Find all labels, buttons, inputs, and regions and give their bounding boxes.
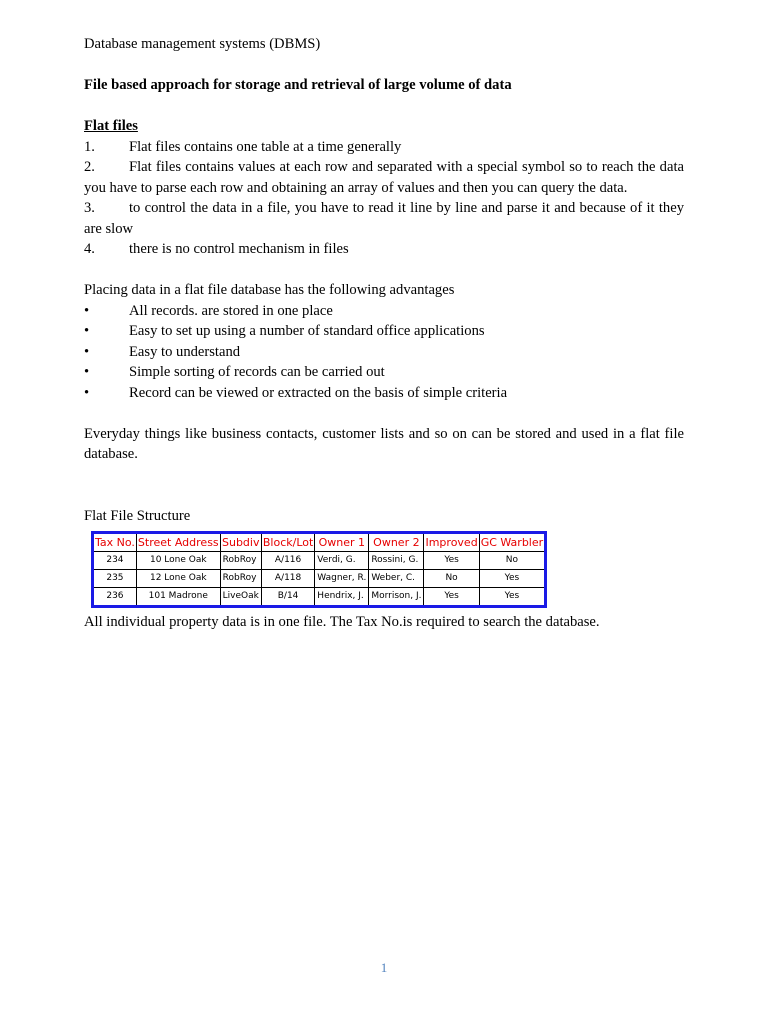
flat-file-table-figure <box>91 531 571 608</box>
column-header: Block/Lot <box>261 533 314 552</box>
list-item <box>84 383 684 404</box>
list-item-text: Easy to set up using a number of standard office applications <box>129 323 485 339</box>
table-cell: Yes <box>424 552 479 570</box>
list-item-text: to control the data in a file, you have to read it line by line and parse it and because of it they are slow <box>84 200 684 237</box>
list-item-text: Flat files contains one table at a time generally <box>129 138 402 155</box>
list-item <box>84 198 684 239</box>
list-item-text: Easy to understand <box>129 343 241 360</box>
list-number: 3. <box>84 200 95 216</box>
table-cell: 101 Madrone <box>136 588 220 607</box>
list-item <box>84 321 684 342</box>
table-cell: Hendrix, J. <box>315 588 369 607</box>
table-cell: No <box>424 570 479 588</box>
page-number: 1 <box>380 960 388 975</box>
table-cell: Rossini, G. <box>369 552 424 570</box>
list-item-text: All records. are stored in one place <box>129 302 333 319</box>
table-cell: 12 Lone Oak <box>136 570 220 588</box>
list-number: 2. <box>84 159 95 175</box>
bullet-icon: • <box>84 384 90 401</box>
table-cell: Verdi, G. <box>315 552 369 570</box>
table-row <box>93 570 546 588</box>
table-cell: A/116 <box>261 552 314 570</box>
table-cell: RobRoy <box>220 552 261 570</box>
list-item <box>84 342 684 363</box>
table-row <box>93 552 546 570</box>
list-item-text: Simple sorting of records can be carried out <box>129 364 385 380</box>
table-cell: Yes <box>479 588 545 607</box>
flat-file-table <box>91 531 547 608</box>
table-cell: 235 <box>93 570 137 588</box>
table-cell: RobRoy <box>220 570 261 588</box>
list-item-text: Record can be viewed or extracted on the basis of simple criteria <box>129 384 508 401</box>
column-header: Tax No. <box>93 533 137 552</box>
everyday-paragraph: Everyday things like business contacts, customer lists and so on can be stored and used in a flat file database. <box>84 425 684 462</box>
table-cell: Morrison, J. <box>369 588 424 607</box>
bullet-icon: • <box>84 302 90 319</box>
structure-title: Flat File Structure <box>84 507 191 524</box>
column-header: Owner 1 <box>315 533 369 552</box>
bullet-list <box>84 301 684 404</box>
table-cell: 234 <box>93 552 137 570</box>
document-page <box>84 34 684 633</box>
table-cell: 10 Lone Oak <box>136 552 220 570</box>
bullet-icon: • <box>84 343 90 360</box>
table-header-row <box>93 533 546 552</box>
numbered-list <box>84 137 684 260</box>
table-caption: All individual property data is in one file. The Tax No.is required to search the database. <box>84 614 600 630</box>
list-item <box>84 157 684 198</box>
list-item-text: Flat files contains values at each row and separated with a special symbol so to reach the data you have to parse each row and obtaining an array of values and then you can query the data. <box>84 159 684 196</box>
column-header: Owner 2 <box>369 533 424 552</box>
column-header: Subdiv <box>220 533 261 552</box>
list-item <box>84 239 684 260</box>
list-number: 1. <box>84 138 95 155</box>
advantages-intro: Placing data in a flat file database has the following advantages <box>84 282 455 298</box>
table-row <box>93 588 546 607</box>
table-cell: Yes <box>424 588 479 607</box>
list-item <box>84 137 684 158</box>
table-cell: Weber, C. <box>369 570 424 588</box>
table-cell: No <box>479 552 545 570</box>
table-cell: Yes <box>479 570 545 588</box>
table-cell: LiveOak <box>220 588 261 607</box>
list-item <box>84 301 684 322</box>
table-cell: A/118 <box>261 570 314 588</box>
list-item-text: there is no control mechanism in files <box>129 241 349 257</box>
bullet-icon: • <box>84 364 90 380</box>
flat-files-title: Flat files <box>84 118 138 134</box>
list-number: 4. <box>84 241 95 257</box>
bullet-icon: • <box>84 323 90 339</box>
table-cell: Wagner, R. <box>315 570 369 588</box>
table-cell: B/14 <box>261 588 314 607</box>
column-header: Street Address <box>136 533 220 552</box>
table-cell: 236 <box>93 588 137 607</box>
document-heading: Database management systems (DBMS) <box>84 36 321 52</box>
document-subheading: File based approach for storage and retrieval of large volume of data <box>84 77 512 93</box>
column-header: Improved <box>424 533 479 552</box>
list-item <box>84 362 684 383</box>
column-header: GC Warbler <box>479 533 545 552</box>
